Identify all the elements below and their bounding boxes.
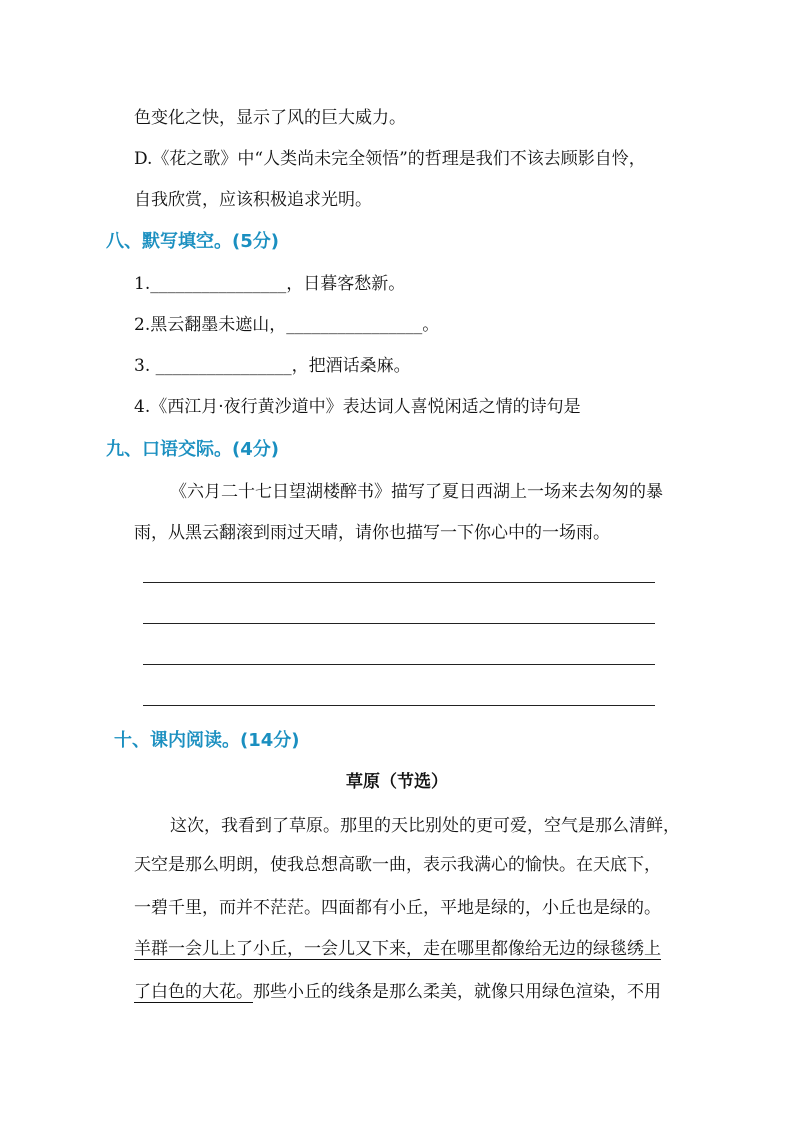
passage-line-4-underlined: 羊群一会儿上了小丘，一会儿又下来，走在哪里都像给无边的绿毯绣上 (134, 939, 661, 959)
continued-text-line: 色变化之快，显示了风的巨大威力。 (134, 108, 406, 128)
section-9-heading: 九、口语交际。(4分) (106, 439, 279, 460)
oral-prompt-line-1: 《六月二十七日望湖楼醉书》描写了夏日西湖上一场来去匆匆的暴 (170, 482, 663, 502)
option-d-line-1: D.《花之歌》中“人类尚未完全领悟”的哲理是我们不该去顾影自怜， (134, 149, 646, 169)
passage-line-5-rest: 那些小丘的线条是那么柔美，就像只用绿色渲染，不用 (253, 982, 661, 1002)
answer-line-2 (143, 623, 655, 624)
fill-item-3: 3. ________________，把酒话桑麻。 (134, 356, 411, 376)
section-8-heading: 八、默写填空。(5分) (106, 231, 279, 252)
passage-title: 草原（节选） (346, 772, 448, 792)
passage-line-5 (134, 980, 661, 1004)
fill-item-1: 1.________________，日暮客愁新。 (134, 274, 406, 294)
oral-prompt-line-2: 雨，从黑云翻滚到雨过天晴，请你也描写一下你心中的一场雨。 (134, 523, 610, 543)
passage-underlined-phrase: 了白色的大花。 (134, 982, 253, 1002)
passage-line-2: 天空是那么明朗，使我总想高歌一曲，表示我满心的愉快。在天底下， (134, 855, 661, 875)
fill-item-4: 4.《西江月·夜行黄沙道中》表达词人喜悦闲适之情的诗句是 (134, 397, 581, 417)
passage-line-1: 这次，我看到了草原。那里的天比别处的更可爱，空气是那么清鲜， (170, 816, 680, 836)
section-10-heading: 十、课内阅读。(14分) (114, 730, 300, 751)
answer-line-3 (143, 664, 655, 665)
answer-line-4 (143, 705, 655, 706)
answer-line-1 (143, 582, 655, 583)
option-d-line-2: 自我欣赏，应该积极追求光明。 (134, 190, 372, 210)
fill-item-2: 2.黑云翻墨未遮山，________________。 (134, 315, 440, 335)
passage-line-3: 一碧千里，而并不茫茫。四面都有小丘，平地是绿的，小丘也是绿的。 (134, 898, 661, 918)
